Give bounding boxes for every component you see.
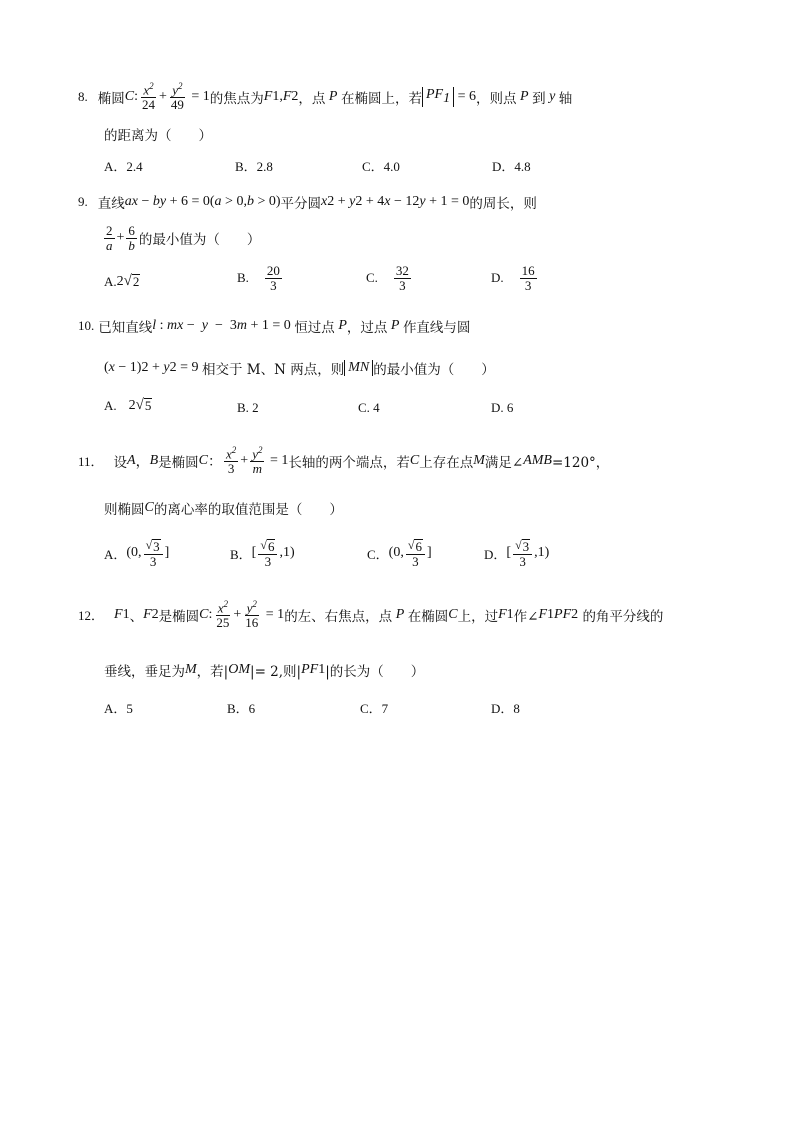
option-d: D．4.8 [492,159,531,174]
option-a: A. 2 √ 5 [104,397,152,414]
fraction: $\frac{6}{b}$ [128,223,135,253]
question-11-line-1: 11． 设 A ， B 是椭圆 C ： $\frac{x^2}{3}$ + $\frac{y^2}{m}$ = 1 长轴的两个端点，若 C 上存在点 M 满足∠ AMB =120°， [78,445,610,476]
option-a: A． (0, √ 3 3 ] [104,538,170,570]
option-a: A．5 [104,701,133,716]
option-a: A．2.4 [104,159,143,174]
question-number: 12． [78,608,105,624]
fraction: $\frac{x^2}{25}$ [216,599,230,630]
absolute-value: $PF_1$ [422,87,454,108]
option-a: A. 2 √ 2 [104,273,140,290]
option-d: D．8 [491,701,520,716]
option-b: B. 2 [237,400,259,415]
option-d: D. 6 [491,400,514,415]
question-11-line-2: 则椭圆 C 的离心率的取值范围是（ ） [104,500,343,518]
absolute-value: MN [344,360,373,377]
square-root: √ 5 [135,397,152,414]
question-12-line-1: 12． F 1 、 F 2 是椭圆 C : $\frac{x^2}{25}$ + $\frac{y^2}{16}$ = 1 的左、右焦点，点 P 在椭圆 C 上，过 F 1 作∠ F 1 PF 2 的角平分线的 [78,599,664,630]
option-b: B. $\frac{20}{3}$ [237,263,280,293]
question-12-line-2: 垂线，垂足为 M ，若| OM |= 2,则| PF 1 |的长为（ ） [104,662,425,680]
question-10-line-2: ( x − 1) 2 + y 2 = 9 相交于 M、N 两点，则 MN 的最小值为（ ） [104,359,495,378]
fraction: $\frac{2}{a}$ [106,223,113,253]
fraction: $\frac{y^2}{49}$ [170,81,184,112]
square-root: √ 2 [123,273,140,290]
fraction: $\frac{y^2}{m}$ [252,445,263,476]
option-d: D． [ √ 3 3 ,1) [484,538,550,570]
fraction: $\frac{x^2}{24}$ [141,81,155,112]
option-d: D. $\frac{16}{3}$ [491,263,535,293]
fraction: $\frac{x^2}{3}$ [226,445,237,476]
question-8-line-1: 8. 椭圆 C : $\frac{x^2}{24}$ + $\frac{y^2}{49}$ = 1 的焦点为 F 1 , F 2 ，点 P 在椭圆上，若 $PF_1$ = 6 ，则点 P 到 y 轴 [78,81,573,112]
question-10-line-1: 10. 已知直线 l : mx − y − 3 m + 1 = 0 恒过点 P ，过点 P 作直线与圆 [78,318,471,336]
option-c: C．4.0 [362,159,400,174]
question-8-line-2: 的距离为（ ） [104,128,212,144]
option-c: C．7 [360,701,389,716]
option-b: B． [ √ 6 3 ,1) [230,538,295,570]
question-number: 9. [78,194,88,209]
question-9-line-2: $\frac{2}{a}$ + $\frac{6}{b}$ 的最小值为（ ） [106,223,261,253]
question-9-line-1: 9. 直线 ax − by + 6 = 0( a > 0, b > 0) 平分圆 x 2 + y 2 + 4 x − 12 y + 1 = 0 的周长，则 [78,194,537,212]
option-c: C. $\frac{32}{3}$ [366,263,409,293]
option-c: C. 4 [358,400,380,415]
option-b: B．6 [227,701,256,716]
option-b: B．2.8 [235,159,273,174]
option-c: C． (0, √ 6 3 ] [367,538,432,570]
fraction: $\frac{y^2}{16}$ [245,599,259,630]
question-number: 8. [78,88,88,104]
question-number: 10. [78,318,95,333]
question-number: 11． [78,454,104,470]
